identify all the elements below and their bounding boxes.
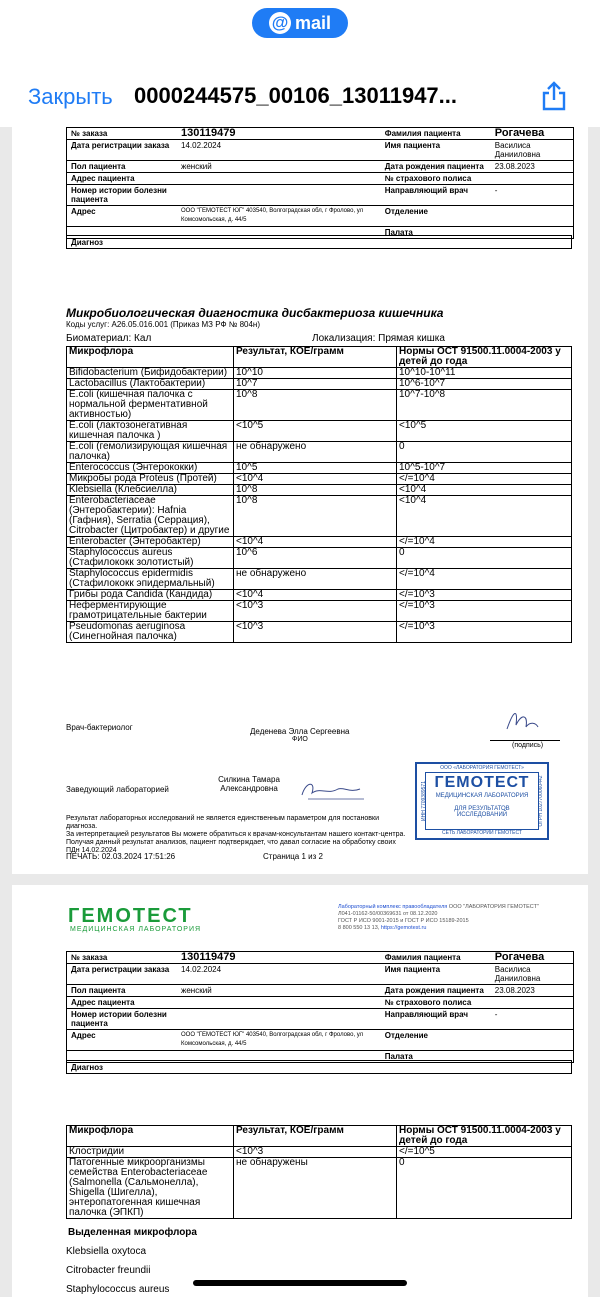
cell-flora: E.coli (лактозонегативная кишечная палочка ) bbox=[67, 421, 234, 442]
cell-norm: </=10^3 bbox=[397, 590, 572, 601]
cell-result: 10^7 bbox=[234, 379, 397, 390]
table-row bbox=[67, 1158, 572, 1219]
table-row bbox=[67, 622, 572, 643]
head-signature-icon bbox=[298, 777, 368, 803]
cell-norm: </=10^3 bbox=[397, 601, 572, 622]
fio-caption: ФИО bbox=[292, 736, 308, 743]
diagnosis-row: Диагноз bbox=[66, 235, 572, 249]
document-viewer[interactable] bbox=[0, 127, 600, 1297]
cell-norm: </=10^3 bbox=[397, 622, 572, 643]
cell-result: 10^10 bbox=[234, 368, 397, 379]
cell-norm: </=10^5 bbox=[397, 1147, 572, 1158]
dob-label: Дата рождения пациента bbox=[381, 161, 491, 173]
list-item: Staphylococcus aureus bbox=[66, 1284, 170, 1295]
cell-norm: </=10^4 bbox=[397, 569, 572, 590]
bacteriologist-signature-icon bbox=[502, 707, 542, 737]
table-row bbox=[67, 463, 572, 474]
cell-result: <10^5 bbox=[234, 421, 397, 442]
table-row bbox=[67, 368, 572, 379]
table-row bbox=[67, 590, 572, 601]
doctor-value: - bbox=[491, 185, 573, 206]
cell-flora: E.coli (гемолизирующая кишечная палочка) bbox=[67, 442, 234, 463]
cell-norm: 10^5-10^7 bbox=[397, 463, 572, 474]
cell-norm: 10^10-10^11 bbox=[397, 368, 572, 379]
cell-flora: Клостридии bbox=[67, 1147, 234, 1158]
cell-flora: Staphylococcus epidermidis (Стафилококк эпидермальный) bbox=[67, 569, 234, 590]
cell-norm: 0 bbox=[397, 548, 572, 569]
list-item: Klebsiella oxytoca bbox=[66, 1246, 147, 1257]
cell-norm: 0 bbox=[397, 442, 572, 463]
table-row bbox=[67, 537, 572, 548]
cell-result: 10^5 bbox=[234, 463, 397, 474]
gemotest-logo: ГЕМОТЕСТ bbox=[68, 905, 193, 927]
site-link[interactable]: https://gemotest.ru bbox=[380, 925, 427, 931]
table-row bbox=[67, 379, 572, 390]
reg-date: 14.02.2024 bbox=[177, 140, 381, 161]
cell-flora: Lactobacillus (Лактобактерии) bbox=[67, 379, 234, 390]
share-icon[interactable] bbox=[540, 80, 568, 112]
col-norm: Нормы ОСТ 91500.11.0004-2003 у детей до года bbox=[397, 347, 572, 368]
cell-flora: E.coli (кишечная палочка с нормальной ферментативной активностью) bbox=[67, 390, 234, 421]
diagnosis-row-2: Диагноз bbox=[66, 1060, 572, 1074]
table-row bbox=[67, 1147, 572, 1158]
table-row bbox=[67, 474, 572, 485]
cell-result: 10^8 bbox=[234, 485, 397, 496]
results-table bbox=[66, 346, 572, 643]
cell-result: <10^3 bbox=[234, 601, 397, 622]
head-label: Заведующий лабораторией bbox=[66, 785, 169, 794]
app-header bbox=[0, 0, 600, 127]
cell-norm: </=10^4 bbox=[397, 537, 572, 548]
cell-result: <10^4 bbox=[234, 590, 397, 601]
service-codes: Коды услуг: А26.05.016.001 (Приказ МЗ РФ № 804н) bbox=[66, 320, 260, 329]
history-label: Номер истории болезни пациента bbox=[67, 185, 177, 206]
report-title: Микробиологическая диагностика дисбактериоза кишечника bbox=[66, 306, 444, 320]
cell-result: не обнаружены bbox=[234, 1158, 397, 1219]
cell-flora: Микробы рода Proteus (Протей) bbox=[67, 474, 234, 485]
mail-badge bbox=[252, 8, 348, 38]
cell-norm: 10^7-10^8 bbox=[397, 390, 572, 421]
document-page-1 bbox=[12, 127, 588, 874]
table-row bbox=[67, 442, 572, 463]
results-table-2: Микрофлора Результат, КОЕ/грамм Нормы ОСТ 91500.11.0004-2003 у детей до года Клостридии <10^3 </=10^5 Патогенные микроорганизмы семейства Enterobacteriaceae (Salmonella (Сальмонелла), Shigella (Шигелла), энтеропатогенная кишечная палочка (ЭПКП) не обнаружены 0 bbox=[66, 1125, 572, 1219]
cell-flora: Staphylococcus aureus (Стафилококк золотистый) bbox=[67, 548, 234, 569]
list-item: Citrobacter freundii bbox=[66, 1265, 151, 1276]
print-date: ПЕЧАТЬ: 02.03.2024 17:51:26 bbox=[66, 852, 176, 861]
bacteriologist-label: Врач-бактериолог bbox=[66, 723, 133, 732]
home-indicator[interactable] bbox=[193, 1280, 407, 1286]
sex-value: женский bbox=[177, 161, 381, 173]
patient-info-table bbox=[66, 127, 574, 239]
cell-result: <10^4 bbox=[234, 474, 397, 485]
sex-label: Пол пациента bbox=[67, 161, 177, 173]
patient-address-label: Адрес пациента bbox=[67, 173, 177, 185]
order-label: № заказа bbox=[71, 129, 108, 138]
cell-result: <10^4 bbox=[234, 537, 397, 548]
localization: Локализация: Прямая кишка bbox=[312, 333, 445, 344]
cell-norm: 10^6-10^7 bbox=[397, 379, 572, 390]
page-number: Страница 1 из 2 bbox=[263, 852, 323, 861]
gemotest-logo-sub: МЕДИЦИНСКАЯ ЛАБОРАТОРИЯ bbox=[70, 926, 202, 933]
insurance-label: № страхового полиса bbox=[381, 173, 491, 185]
cell-result: <10^3 bbox=[234, 1147, 397, 1158]
cell-flora: Грибы рода Candida (Кандида) bbox=[67, 590, 234, 601]
table-row bbox=[67, 485, 572, 496]
cell-result: <10^3 bbox=[234, 622, 397, 643]
cell-flora: Патогенные микроорганизмы семейства Enterobacteriaceae (Salmonella (Сальмонелла), Shigella (Шигелла), энтеропатогенная кишечная палочка (ЭПКП) bbox=[67, 1158, 234, 1219]
dept-label: Отделение bbox=[381, 206, 491, 227]
cell-flora: Enterobacteriaceae (Энтеробактерии): Hafnia (Гафния), Serratia (Серрация), Citrobacter (Цитробактер) и другие bbox=[67, 496, 234, 537]
isolated-flora bbox=[66, 1227, 197, 1297]
cell-flora: Klebsiella (Клебсиелла) bbox=[67, 485, 234, 496]
doctor-label: Направляющий врач bbox=[381, 185, 491, 206]
bacteriologist-name: Деденева Элла Сергеевна bbox=[250, 727, 350, 736]
cell-norm: <10^4 bbox=[397, 496, 572, 537]
patient-info-table-2: № заказа 130119479 Фамилия пациента Рогачева Дата регистрации заказа 14.02.2024 Имя пациента Василиса Данииловна Пол пациента женский Дата рождения пациента 23.08.2023 Адрес пациента № страхового полиса Номер истории болезни пациента Направляющий врач - Адрес ООО "ГЕМОТЕСТ ЮГ" 403540, Волгоградская обл, г Фролово, ул Комсомольская, д. 44/5 Отделение Палата bbox=[66, 951, 574, 1063]
biomaterial: Биоматериал: Кал bbox=[66, 333, 152, 344]
address-value: ООО "ГЕМОТЕСТ ЮГ" 403540, Волгоградская обл, г Фролово, ул Комсомольская, д. 44/5 bbox=[177, 206, 381, 227]
table-row bbox=[67, 390, 572, 421]
cell-norm: </=10^4 bbox=[397, 474, 572, 485]
nav-bar bbox=[0, 80, 600, 116]
cell-flora: Неферментирующие грамотрицательные бактерии bbox=[67, 601, 234, 622]
cell-flora: Enterococcus (Энтерококки) bbox=[67, 463, 234, 474]
table-row bbox=[67, 569, 572, 590]
order-number: 130119479 bbox=[181, 127, 236, 139]
surname-value: Рогачева bbox=[494, 127, 545, 139]
disclaimer: Результат лабораторных исследований не является единственным параметром для постановки диагноза. За интерпретацией результатов Вы можете обратиться к врачам-консультантам нашего контакт-центра. Получая данный результат анализов, пациент подтверждает, что давал согласие на обработку своих ПДн 14.02.2024 bbox=[66, 815, 406, 854]
name-label: Имя пациента bbox=[381, 140, 491, 161]
mail-brand: mail bbox=[294, 12, 332, 33]
lab-stamp: ООО «ЛАБОРАТОРИЯ ГЕМОТЕСТ» ГЕМОТЕСТ МЕДИЦИНСКАЯ ЛАБОРАТОРИЯ ДЛЯ РЕЗУЛЬТАТОВ ИССЛЕДОВАНИЙ СЕТЬ ЛАБОРАТОРИЙ ГЕМОТЕСТ ИНН 7709389571 ОГРН 1027700060442 bbox=[415, 762, 549, 840]
dob-value: 23.08.2023 bbox=[491, 161, 573, 173]
table-row bbox=[67, 421, 572, 442]
head-name: Силкина Тамара Александровна bbox=[218, 775, 280, 793]
cell-flora: Bifidobacterium (Бифидобактерии) bbox=[67, 368, 234, 379]
cell-flora: Pseudomonas aeruginosa (Синегнойная палочка) bbox=[67, 622, 234, 643]
document-page-2 bbox=[12, 885, 588, 1297]
surname-label: Фамилия пациента bbox=[384, 129, 461, 138]
table-row bbox=[67, 496, 572, 537]
table-row bbox=[67, 601, 572, 622]
col-flora: Микрофлора bbox=[67, 347, 234, 368]
cell-norm: 0 bbox=[397, 1158, 572, 1219]
cell-result: не обнаружено bbox=[234, 442, 397, 463]
cell-flora: Enterobacter (Энтеробактер) bbox=[67, 537, 234, 548]
license-link[interactable]: Лабораторный комплекс правообладателя bbox=[338, 904, 448, 910]
isolated-title: Выделенная микрофлора bbox=[68, 1227, 197, 1238]
reg-date-label: Дата регистрации заказа bbox=[67, 140, 177, 161]
license-info: Лабораторный комплекс правообладателя ООО "ЛАБОРАТОРИЯ ГЕМОТЕСТ" Л041-01162-50/00369631 от 08.12.2020 ГОСТ Р ИСО 9001-2015 и ГОСТ Р ИСО 15189-2015 8 800 550 13 13, https://gemotest.ru bbox=[338, 904, 539, 931]
at-icon: @ bbox=[269, 12, 291, 34]
signature-caption: (подпись) bbox=[512, 742, 544, 749]
col-result: Результат, КОЕ/грамм bbox=[234, 347, 397, 368]
cell-result: 10^8 bbox=[234, 496, 397, 537]
cell-norm: <10^4 bbox=[397, 485, 572, 496]
address-label: Адрес bbox=[67, 206, 177, 227]
cell-result: 10^8 bbox=[234, 390, 397, 421]
document-title: 0000244575_00106_13011947... bbox=[134, 83, 458, 108]
close-button[interactable]: Закрыть bbox=[28, 84, 113, 109]
cell-norm: <10^5 bbox=[397, 421, 572, 442]
ward-label: Палата bbox=[381, 227, 491, 239]
cell-result: не обнаружено bbox=[234, 569, 397, 590]
name-value: Василиса Данииловна bbox=[491, 140, 573, 161]
cell-result: 10^6 bbox=[234, 548, 397, 569]
table-row bbox=[67, 548, 572, 569]
